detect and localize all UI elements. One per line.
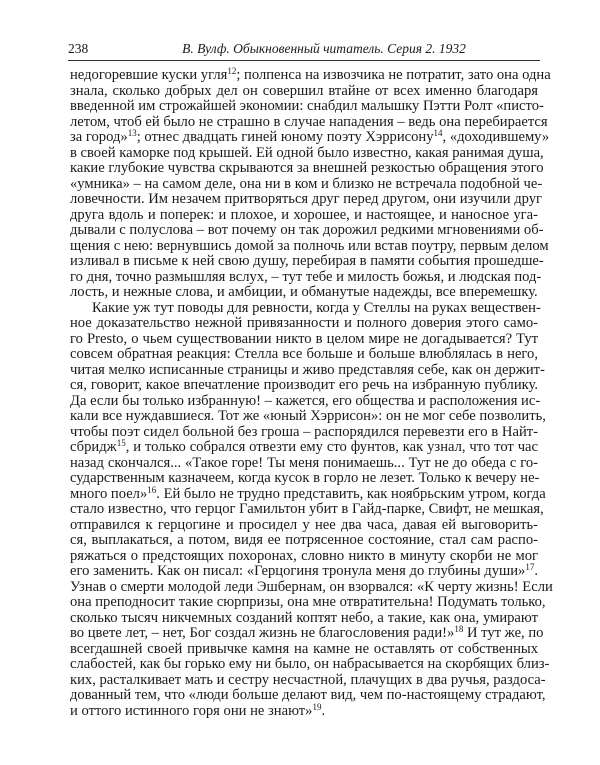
text-line xyxy=(70,564,538,580)
text-segment: ся, выплакаться, а потом, видя ее потрясенное состояние, стал сам распо- xyxy=(70,532,538,548)
text-line xyxy=(70,191,543,208)
text-line xyxy=(70,84,538,100)
text-line xyxy=(70,425,538,441)
text-line xyxy=(70,237,549,255)
header-rule xyxy=(68,60,540,61)
text-line xyxy=(70,392,541,410)
text-segment: лость, и нежные слова, и амбиции, и обманутые надежды, все вперемешку. xyxy=(70,284,538,300)
text-line xyxy=(70,361,545,379)
text-line xyxy=(70,594,546,611)
text-segment: Узнав о смерти молодой леди Эшбернам, он взорвался: «К черту жизнь! Если xyxy=(70,578,553,595)
text-line xyxy=(70,144,544,162)
text-segment: чтобы поэт сидел больной без гроша – распорядился перевезти его в Найт- xyxy=(70,423,538,440)
text-line xyxy=(70,484,546,503)
text-segment: Какие уж тут поводы для ревности, когда у Стеллы на руках веществен- xyxy=(92,299,541,316)
text-segment: ное доказательство нежной привязанности и полного доверия этого само- xyxy=(70,315,538,331)
text-line xyxy=(70,268,542,286)
text-segment: и оттого истинного горя они не знают» xyxy=(70,702,313,719)
text-segment: го Presto, о чьем существовании никто в целом мире не догадывается? Тут xyxy=(70,330,538,347)
footnote-ref: 16 xyxy=(147,484,157,495)
text-line xyxy=(70,578,553,596)
text-segment: . xyxy=(534,563,538,579)
text-segment: дованный тем, что «люди больше делают вид, чем по-настоящему страдают, xyxy=(70,687,546,703)
text-line xyxy=(70,285,538,301)
text-segment: кали все нуждавшиеся. Тот же «юный Хэррисон»: он не мог себе позволить, xyxy=(70,408,546,424)
text-segment: слабостей, как бы горько ему ни было, он набрасывается на скорбящих близ- xyxy=(70,656,550,672)
text-segment: ; отнес двадцать гиней юному поэту Хэррисону xyxy=(136,129,434,145)
text-segment: , «доходившему» xyxy=(442,129,550,145)
text-line xyxy=(70,701,538,720)
text-segment: ; полпенса на извозчика не потратит, зато она одна xyxy=(236,67,551,83)
text-segment: много поел» xyxy=(70,485,148,502)
text-line xyxy=(70,222,544,239)
text-line xyxy=(70,687,546,704)
footnote-ref: 18 xyxy=(454,624,464,634)
text-line xyxy=(70,440,538,456)
text-line xyxy=(70,471,538,487)
footnote-ref: 15 xyxy=(116,438,126,448)
text-segment: . Ей было не трудно представить, как ноябрьским утром, когда xyxy=(156,485,546,502)
text-segment: ся, говорит, какое впечатление производит его речь на избранную публику. xyxy=(70,377,538,393)
text-line xyxy=(70,316,538,332)
text-segment: друга вдоль и поперек: и плохое, и хорошее, и настоящее, и наносное уга- xyxy=(70,206,538,223)
text-line xyxy=(70,347,538,363)
text-segment: его заменить. Как он писал: «Герцогиня тронула меня до глубины души» xyxy=(70,563,526,579)
text-segment: И тут же, по xyxy=(463,625,544,641)
text-line xyxy=(70,518,538,534)
text-line xyxy=(70,624,544,642)
text-line xyxy=(70,549,538,565)
text-segment: какие глубокие чувства скрываются за внешней резкостью обращения этого xyxy=(70,160,544,176)
text-segment: недогоревшие куски угля xyxy=(70,67,228,83)
text-line xyxy=(70,408,546,425)
text-line xyxy=(70,128,550,146)
text-segment: го дня, точно размышляя вслух, – тут тебе и милость божья, и людская под- xyxy=(70,268,542,285)
text-line xyxy=(70,501,544,518)
text-line xyxy=(70,175,543,193)
text-line xyxy=(70,611,538,627)
text-segment: , и только собрался отвезти ему сто фунтов, как узнал, что тот час xyxy=(125,439,538,455)
text-line xyxy=(70,66,551,84)
text-segment: знала, сколько добрых дел он совершил втайне от всех именно благодаря xyxy=(70,82,538,99)
text-segment: изливал в письме к ней свою душу, перебирая в памяти события прошедше- xyxy=(70,253,544,269)
page-number: 238 xyxy=(68,41,89,56)
text-line xyxy=(70,299,541,317)
footnote-ref: 12 xyxy=(227,66,237,76)
text-segment: сбридж xyxy=(70,439,117,455)
text-line xyxy=(70,332,538,348)
text-segment: введенной им строжайшей экономии: снабдил малышку Пэтти Ролт «писто- xyxy=(70,98,544,114)
footnote-ref: 13 xyxy=(127,128,137,138)
text-line xyxy=(70,671,546,689)
text-segment: она преподносит такие сюрпризы, она мне отвратительна! Подумать только, xyxy=(70,594,546,610)
text-segment: стало известно, что герцог Гамильтон убит в Гайд-парке, Свифт, не мешкая, xyxy=(70,501,544,517)
text-segment: совсем обратная реакция: Стелла все больше и больше влюблялась в него, xyxy=(70,346,538,362)
text-line xyxy=(70,656,550,673)
footnote-ref: 19 xyxy=(312,701,322,712)
text-line xyxy=(70,533,538,549)
running-title: В. Вулф. Обыкновенный читатель. Серия 2. 1932 xyxy=(182,41,466,56)
text-line xyxy=(70,113,548,131)
text-segment: дывали с полуслова – вот почему он так дорожил редкими мгновениями об- xyxy=(70,222,544,238)
body-text xyxy=(70,66,553,719)
text-segment: всегдашней своей привычке камня на камне не оставлять от собственных xyxy=(70,640,538,657)
text-line xyxy=(70,98,544,115)
text-segment: Да если бы только избранную! – кажется, его общества и расположения ис- xyxy=(70,392,541,409)
text-line xyxy=(70,642,538,658)
text-line xyxy=(70,456,538,472)
text-segment: щения с нею: вернувшись домой за полночь или встав поутру, первым делом xyxy=(70,237,549,254)
text-segment: во цвете лет, – нет, Бог создал жизнь не благословения ради!» xyxy=(70,625,455,641)
text-line xyxy=(70,253,544,270)
text-line xyxy=(70,160,544,177)
text-segment: за город» xyxy=(70,129,128,145)
text-segment: «умника» – на самом деле, она ни в ком и близко не встречала подобной че- xyxy=(70,175,543,192)
running-header xyxy=(68,41,540,59)
text-segment: летом, чтоб ей было не страшно в случае нападения – ведь она перебирается xyxy=(70,113,548,130)
footnote-ref: 17 xyxy=(525,562,535,572)
text-segment: . xyxy=(321,702,326,719)
text-segment: сударственным казначеем, когда кусок в горло не лезет. Только к вечеру не- xyxy=(70,470,540,486)
text-segment: сколько тысяч никчемных созданий коптят небо, а такие, как она, умирают xyxy=(70,609,538,626)
text-segment: ряжаться о предстоящих похоронах, словно никто в минуту скорби не мог xyxy=(70,547,538,564)
text-line xyxy=(70,208,538,224)
text-segment: в своей каморке под крышей. Ей одной было известно, какая ранимая душа, xyxy=(70,144,544,161)
text-segment: читая мелко исписанные страницы и живо представляя себе, как он держит- xyxy=(70,361,545,378)
text-segment: назад скончался... «Такое горе! Ты меня понимаешь... Тут не до обеда с го- xyxy=(70,454,538,471)
footnote-ref: 14 xyxy=(433,128,443,138)
text-segment: отправился к герцогине и просидел у нее два часа, давая ей выговорить- xyxy=(70,516,538,533)
text-segment: ких, расталкивает мать и сестру несчастной, плачущих в два ручья, раздоса- xyxy=(70,671,546,688)
text-segment: ловечности. Им незачем притворяться друг перед другом, они изучили друг xyxy=(70,191,543,207)
text-line xyxy=(70,378,538,394)
